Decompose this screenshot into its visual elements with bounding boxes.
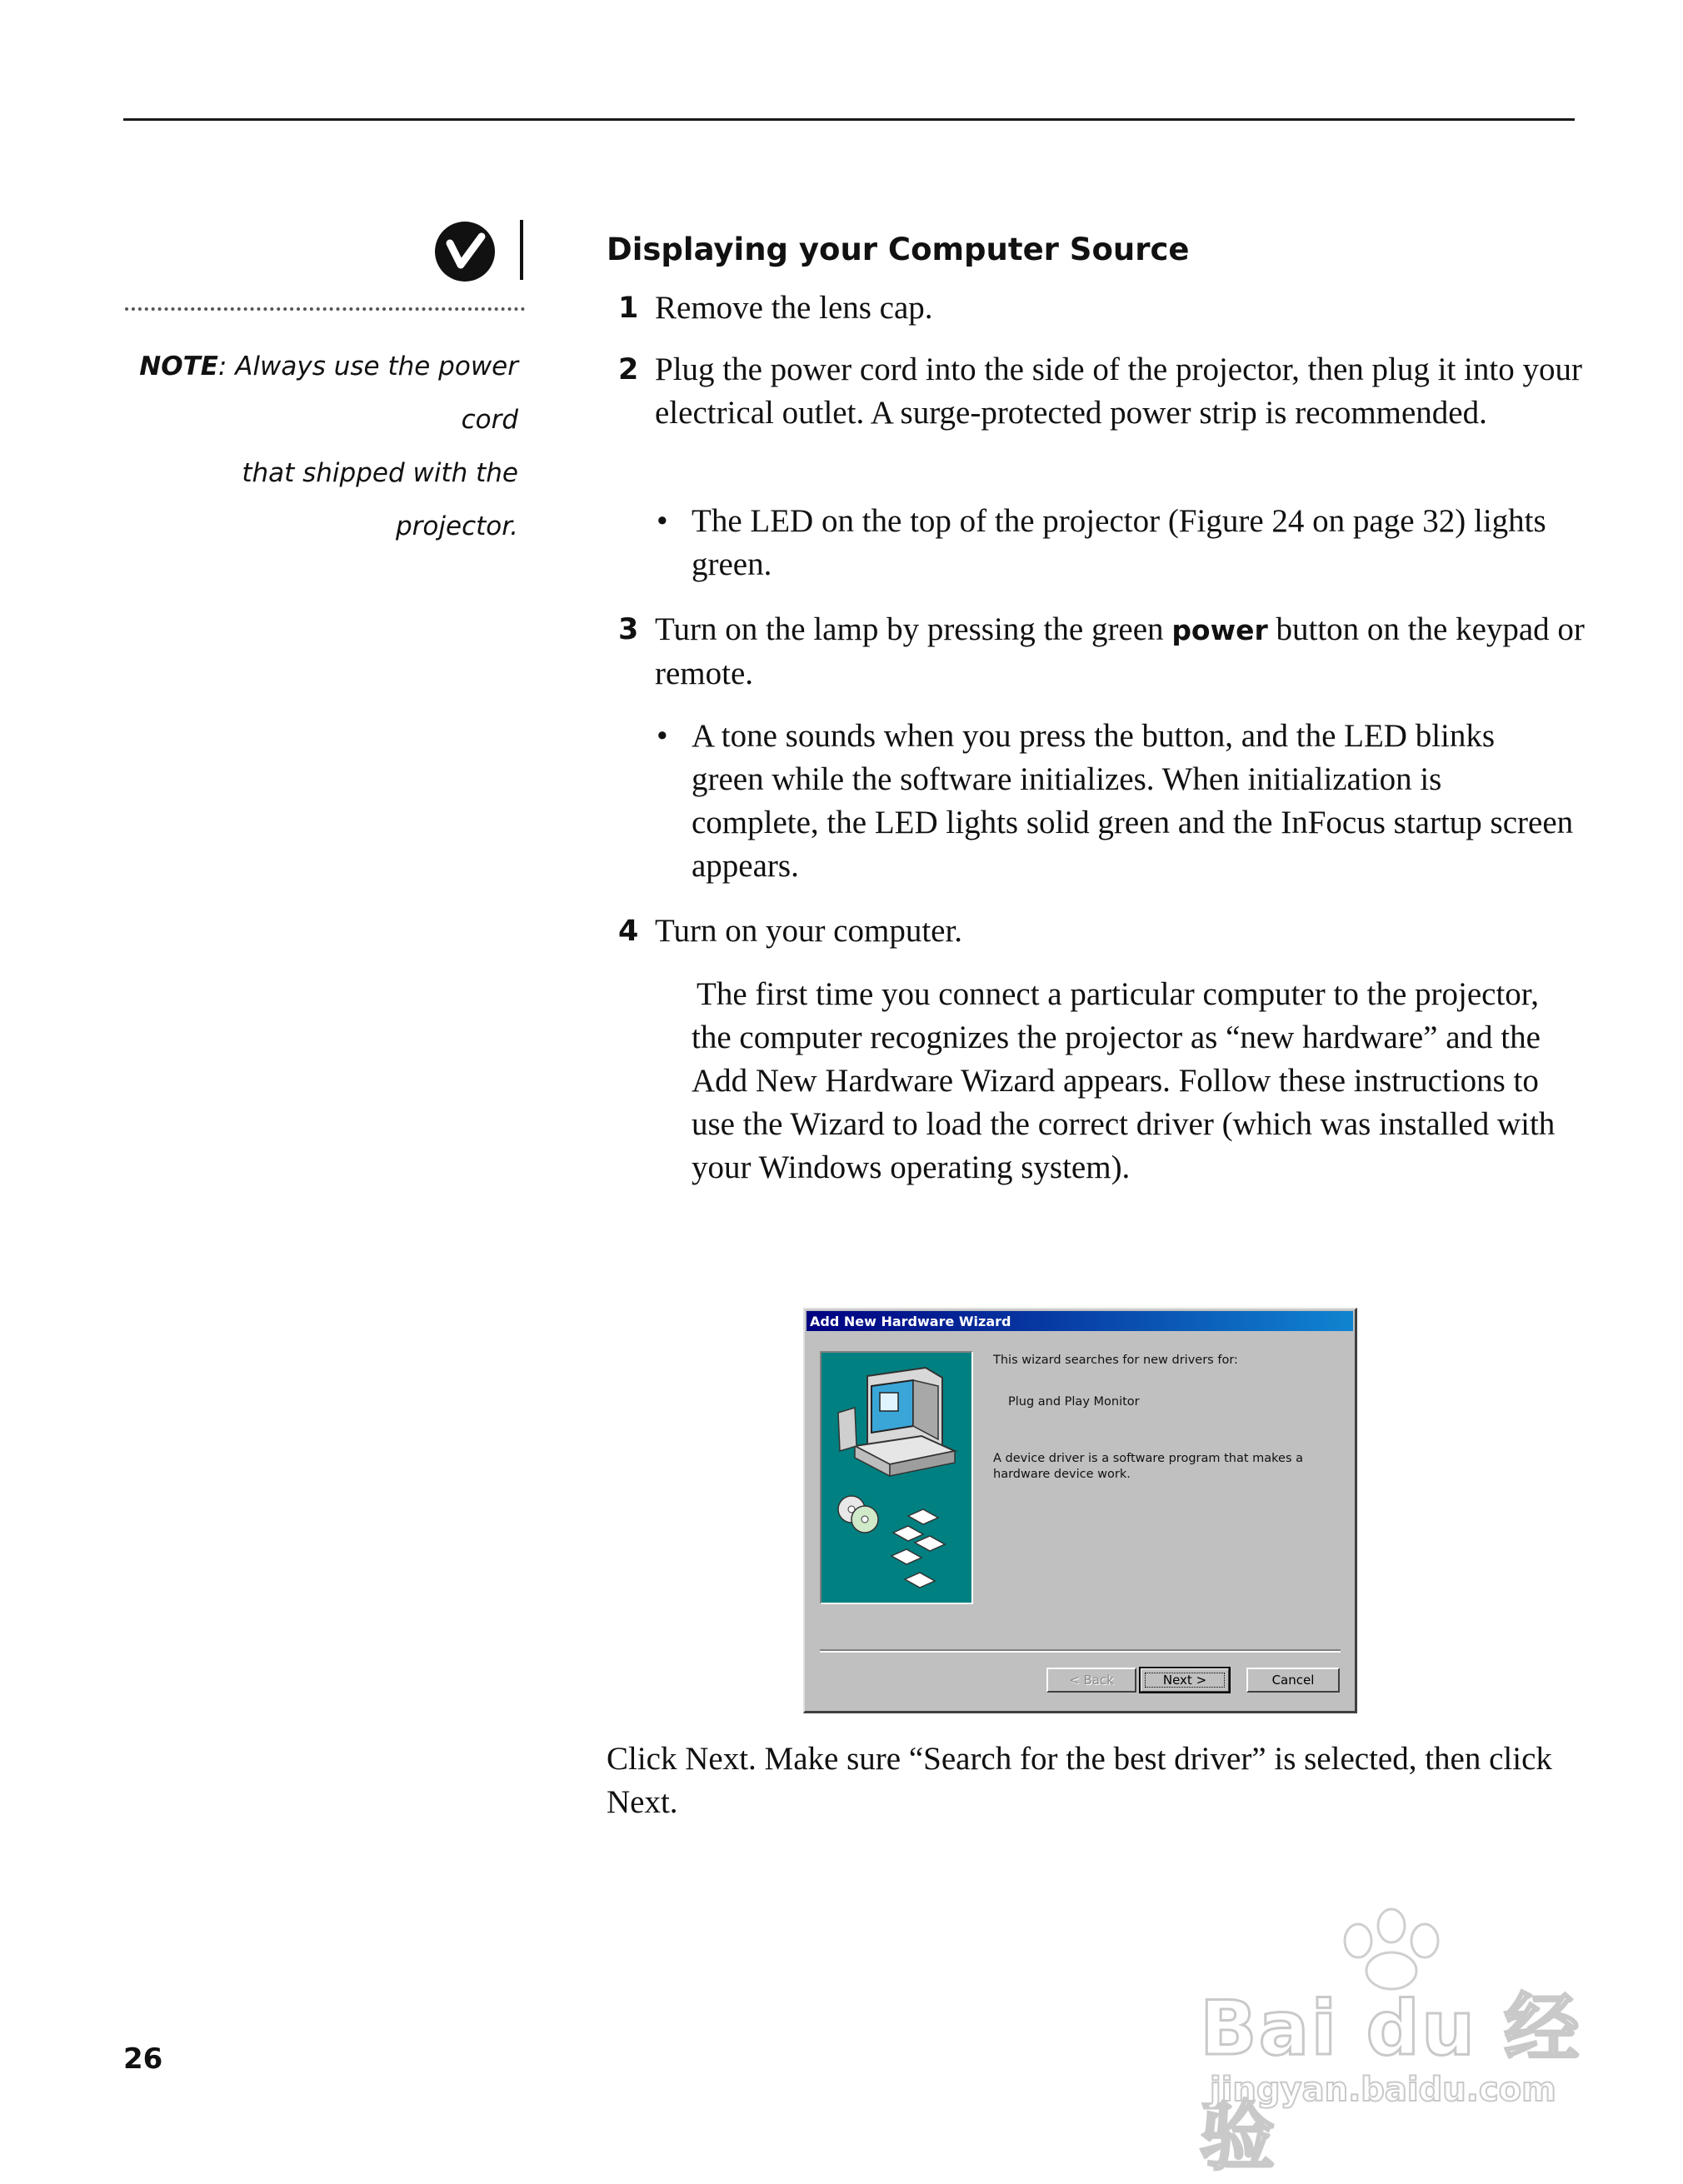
cancel-button[interactable]: Cancel	[1246, 1668, 1340, 1693]
step-text: Plug the power cord into the side of the projector, then plug it into your electrical outlet. A surge-protected power strip is recommended.	[655, 352, 1582, 431]
computer-disks-icon	[822, 1353, 968, 1599]
bullet-text: The LED on the top of the projector (Figure 24 on page 32) lights green.	[692, 503, 1546, 582]
sidebar-note	[122, 340, 518, 553]
step-number: 3	[618, 613, 639, 646]
note-text: : Always use the power cord	[217, 352, 518, 435]
post-figure-text: Click Next. Make sure “Search for the best driver” is selected, then click Next.	[607, 1741, 1552, 1820]
dialog-separator	[820, 1649, 1341, 1653]
note-label: NOTE	[139, 352, 218, 381]
device-name: Plug and Play Monitor	[1008, 1395, 1140, 1409]
next-button-label: Next >	[1162, 1673, 1207, 1688]
note-icon	[432, 218, 498, 285]
section-heading: Displaying your Computer Source	[607, 232, 1190, 267]
step-number: 2	[618, 353, 639, 386]
dialog-info-text: A device driver is a software program that makes a hardware device work.	[993, 1452, 1304, 1481]
wizard-illustration	[820, 1351, 973, 1604]
bullet-text: A tone sounds when you press the button, and the LED blinks green while the software initializes. When initialization is complete, the LED lights solid green and the InFocus startup screen appears.	[692, 718, 1574, 884]
dialog-titlebar	[807, 1311, 1353, 1331]
step-text	[655, 608, 1596, 696]
dialog-title: Add New Hardware Wizard	[810, 1314, 1011, 1329]
note-line-1	[122, 340, 518, 446]
dialog-search-text: This wizard searches for new drivers for:	[993, 1354, 1238, 1367]
step-text-before: Turn on the lamp by pressing the green	[655, 611, 1164, 647]
power-keyword: power	[1171, 614, 1268, 646]
page-number: 26	[123, 2042, 163, 2076]
watermark-url: jingyan.baidu.com	[1210, 2071, 1556, 2109]
step-text: Turn on your computer.	[655, 913, 963, 949]
step-text: Remove the lens cap.	[655, 290, 933, 326]
wizard-paragraph	[692, 973, 1575, 1189]
focus-ring	[1145, 1673, 1225, 1688]
watermark-logo: Bai du 经验	[1200, 1985, 1581, 2181]
step-number: 4	[618, 915, 639, 948]
dotted-separator	[125, 307, 525, 311]
bullet-symbol: •	[657, 503, 668, 539]
note-line-2: that shipped with the projector.	[242, 458, 518, 541]
add-hardware-wizard-dialog	[803, 1308, 1357, 1713]
step-text-after: button on the keypad or remote.	[655, 611, 1585, 691]
paragraph-text: The first time you connect a particular computer to the projector, the computer recognizes the projector as “new hardware” and the Add New Hardware Wizard appears. Follow these instructions to use the Wizard to load the correct driver (which was installed with your Windows operating system).	[692, 976, 1556, 1185]
next-button[interactable]	[1140, 1668, 1230, 1693]
step-number: 1	[618, 292, 639, 325]
back-button[interactable]: < Back	[1046, 1668, 1136, 1693]
baidu-watermark	[1200, 1907, 1600, 2181]
bullet-symbol: •	[657, 718, 668, 754]
note-divider-bar	[520, 220, 523, 280]
top-rule	[123, 118, 1575, 121]
